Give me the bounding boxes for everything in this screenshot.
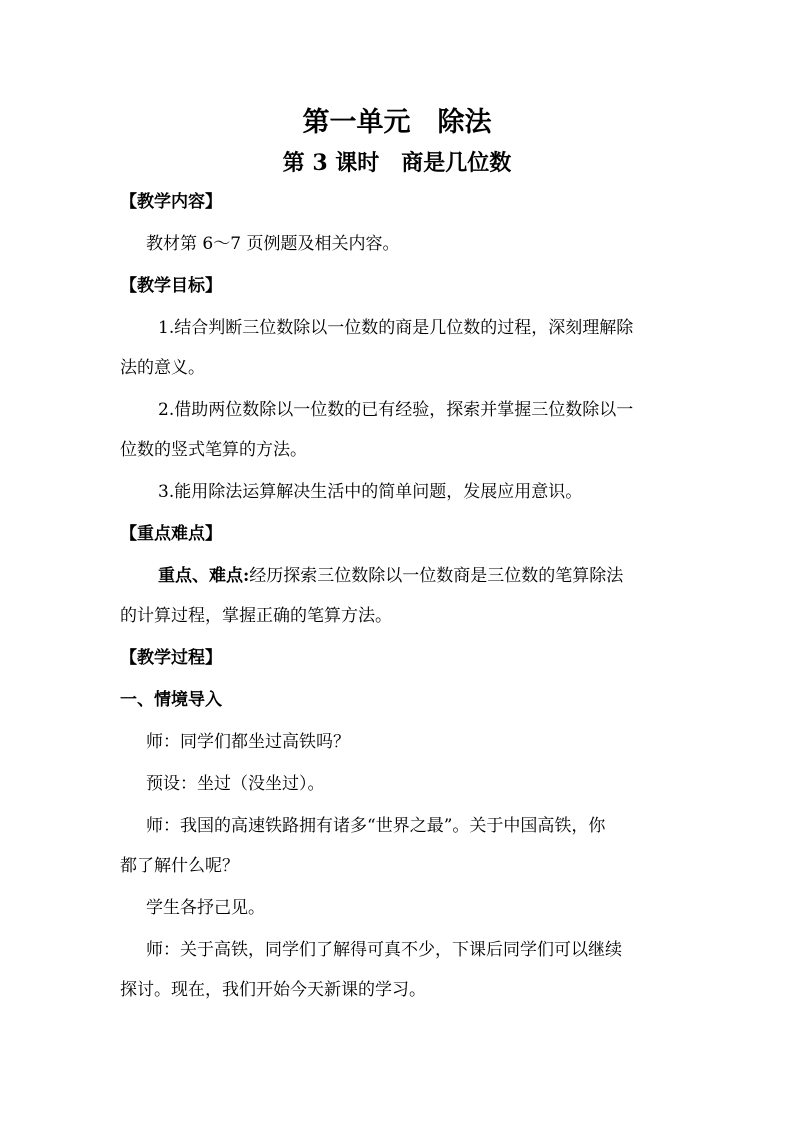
goal-1-line-1: 1.结合判断三位数除以一位数的商是几位数的过程，深刻理解除 [158,318,634,338]
process-heading: 【教学过程】 [120,648,222,668]
key-text-1: 经历探索三位数除以一位数商是三位数的笔算除法 [249,566,624,586]
dialogue-4: 学生各抒己见。 [146,898,265,918]
dialogue-3-line-1: 师：我国的高速铁路拥有诸多“世界之最”。关于中国高铁，你 [146,816,606,836]
key-heading: 【重点难点】 [120,524,222,544]
goal-1-line-2: 法的意义。 [120,358,205,378]
content-text: 教材第 6～7 页例题及相关内容。 [146,234,400,254]
dialogue-5-line-1: 师：关于高铁，同学们了解得可真不少，下课后同学们可以继续 [146,940,622,960]
dialogue-1: 师：同学们都坐过高铁吗？ [146,732,350,752]
goals-heading: 【教学目标】 [120,276,222,296]
dialogue-3-line-2: 都了解什么呢？ [120,856,239,876]
goal-3: 3.能用除法运算解决生活中的简单问题，发展应用意识。 [158,482,583,502]
key-line-1 [158,564,623,588]
goal-2-line-2: 位数的竖式笔算的方法。 [120,440,307,460]
content-heading: 【教学内容】 [120,192,222,212]
goal-2-line-1: 2.借助两位数除以一位数的已有经验，探索并掌握三位数除以一 [158,400,634,420]
unit-title: 第一单元 除法 [302,107,492,138]
key-line-2: 的计算过程，掌握正确的笔算方法。 [120,606,392,626]
dialogue-2: 预设：坐过（没坐过）。 [146,774,325,794]
part-1-heading: 一、情境导入 [120,690,222,710]
key-label: 重点、难点: [158,566,250,586]
lesson-title: 第 3 课时 商是几位数 [282,150,512,176]
dialogue-5-line-2: 探讨。现在，我们开始今天新课的学习。 [120,980,426,1000]
